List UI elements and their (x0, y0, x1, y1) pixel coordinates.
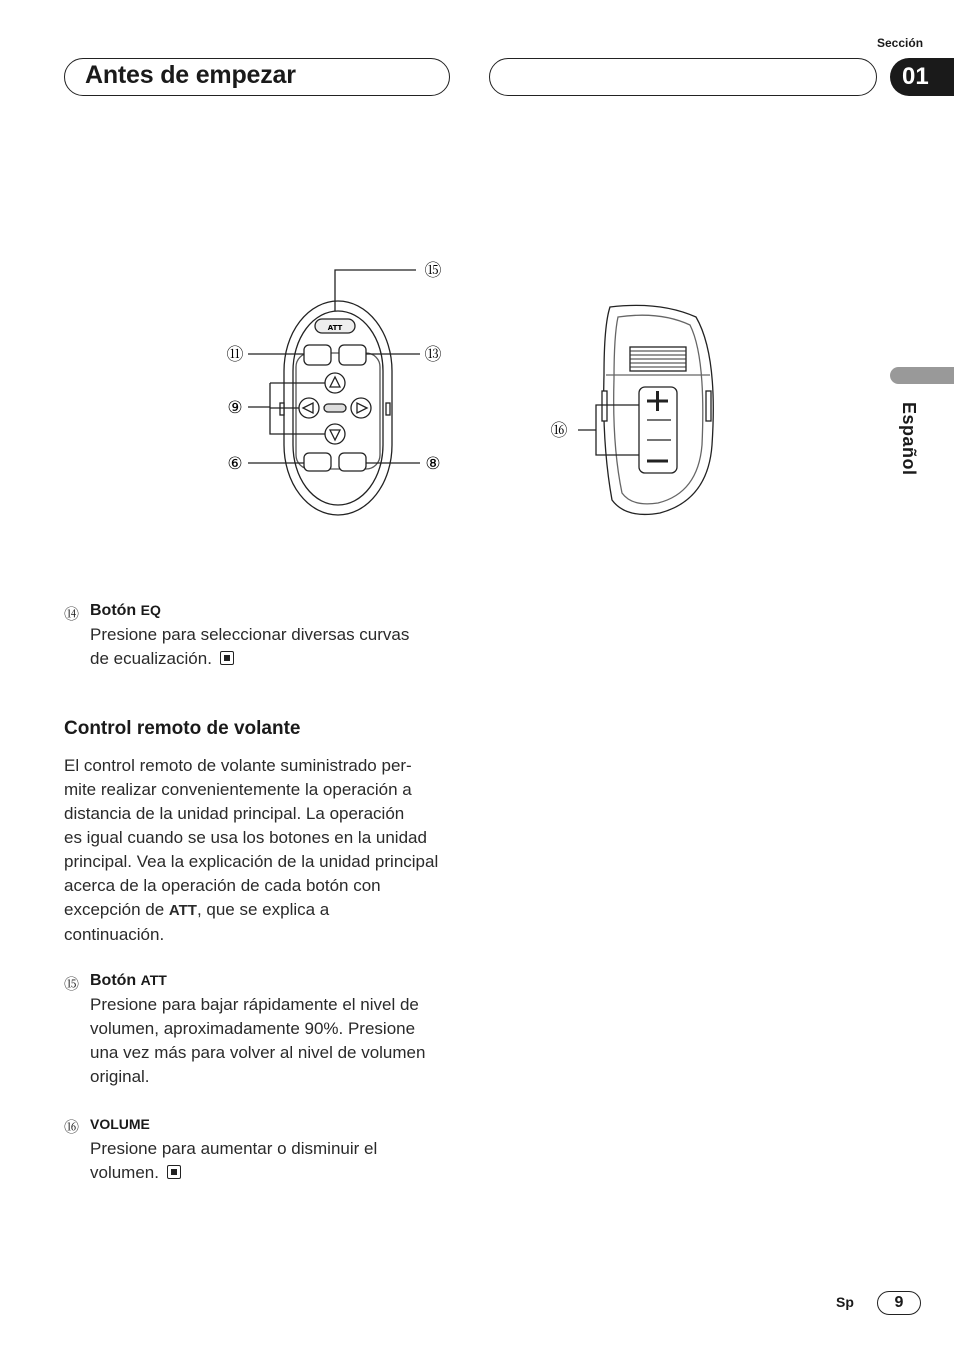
paragraph-line: acerca de la operación de cada botón con (64, 876, 381, 895)
callout-15: ⑮ (424, 261, 442, 281)
callout-8: ⑧ (425, 454, 441, 474)
item-14-description (90, 623, 409, 671)
button-11 (304, 345, 331, 365)
item-15-line: volumen, aproximadamente 90%. Presione (90, 1019, 416, 1038)
item-16-description (90, 1137, 377, 1185)
button-8 (339, 453, 366, 471)
section-paragraph (64, 754, 438, 947)
section-label: Sección (877, 36, 924, 50)
paragraph-line: distancia de la unidad principal. La operación (64, 804, 405, 823)
steering-remote-side-illustration (540, 295, 730, 525)
item-15-line: Presione para bajar rápidamente el nivel de (90, 995, 419, 1014)
paragraph-line: El control remoto de volante suministrado per- (64, 756, 412, 775)
section-number-badge: 01 (890, 58, 954, 96)
title-frame (64, 58, 450, 96)
item-14-label: Botón (90, 602, 137, 619)
item-16-line: Presione para aumentar o disminuir el (90, 1139, 378, 1158)
item-14-number: ⑭ (64, 606, 80, 623)
callout-9: ⑨ (227, 398, 243, 418)
item-16-line: volumen. (90, 1161, 377, 1185)
item-15-description (90, 993, 425, 1089)
item-14-line: Presione para seleccionar diversas curvas (90, 625, 410, 644)
callout-13: ⑬ (424, 345, 442, 365)
item-16-number: ⑯ (64, 1119, 80, 1136)
end-mark-icon (167, 1165, 181, 1179)
item-15-label: Botón (90, 972, 137, 989)
item-15-number: ⑮ (64, 976, 80, 993)
steering-remote-front-illustration (218, 255, 458, 525)
header-blank-frame (489, 58, 877, 96)
item-15-code: ATT (140, 972, 167, 988)
paragraph-line: es igual cuando se usa los botones en la unidad (64, 828, 427, 847)
callout-6: ⑥ (227, 454, 243, 474)
end-mark-icon (220, 651, 234, 665)
section-heading: Control remoto de volante (64, 718, 301, 739)
paragraph-line: continuación. (64, 925, 165, 944)
button-13 (339, 345, 366, 365)
item-14-code: EQ (140, 602, 161, 618)
item-14-line: de ecualización. (90, 647, 409, 671)
item-15-line: una vez más para volver al nivel de volumen (90, 1043, 426, 1062)
item-15-heading (90, 972, 167, 990)
callout-11: ⑪ (226, 345, 244, 365)
paragraph-line: excepción de ATT, que se explica a (64, 900, 330, 919)
page-title: Antes de empezar (85, 61, 296, 89)
language-tab-label: Español (899, 402, 919, 476)
paragraph-line: principal. Vea la explicación de la unidad principal (64, 852, 439, 871)
att-inline-code: ATT (168, 902, 197, 919)
att-button-label: ATT (327, 324, 343, 332)
callout-16: ⑯ (550, 421, 568, 441)
language-tab-bar (890, 367, 954, 384)
item-16-heading: VOLUME (90, 1116, 150, 1132)
page-number: 9 (877, 1291, 921, 1315)
footer-language-code: Sp (836, 1294, 854, 1310)
button-6 (304, 453, 331, 471)
paragraph-line: mite realizar convenientemente la operación a (64, 780, 412, 799)
item-14-heading (90, 602, 161, 620)
item-15-line: original. (90, 1067, 150, 1086)
